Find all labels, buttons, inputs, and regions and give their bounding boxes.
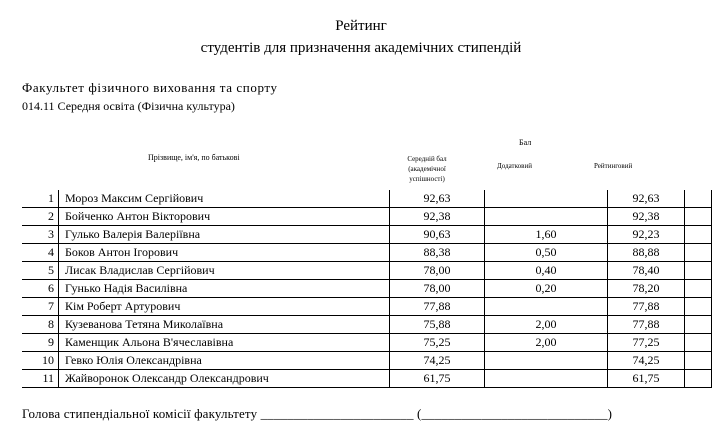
additional-score — [485, 190, 608, 208]
rating-score: 61,75 — [608, 370, 685, 388]
rating-column-header: Рейтинговий — [594, 162, 633, 170]
average-score: 92,63 — [390, 190, 485, 208]
table-row — [22, 190, 712, 208]
student-name: Кім Роберт Артурович — [59, 298, 390, 316]
rating-score: 77,88 — [608, 298, 685, 316]
additional-column-header: Додатковий — [497, 162, 532, 170]
additional-score — [485, 208, 608, 226]
name-column-header: Прізвище, ім'я, по батькові — [148, 153, 240, 162]
rating-score: 78,40 — [608, 262, 685, 280]
rating-score: 74,25 — [608, 352, 685, 370]
student-name: Боков Антон Ігорович — [59, 244, 390, 262]
signature-line: Голова стипендіальної комісії факультету _______________________ (____________________________) — [22, 406, 613, 421]
table-row — [22, 226, 712, 244]
student-name: Каменщик Альона В'ячеславівна — [59, 334, 390, 352]
additional-score: 0,50 — [485, 244, 608, 262]
table-row — [22, 352, 712, 370]
rating-score: 92,38 — [608, 208, 685, 226]
document-subtitle: студентів для призначення академічних стипендій — [200, 40, 522, 56]
rating-score: 77,88 — [608, 316, 685, 334]
score-group-header: Бал — [519, 138, 532, 147]
additional-score — [485, 298, 608, 316]
rating-table-body — [22, 190, 712, 388]
average-score: 78,00 — [390, 262, 485, 280]
faculty-name: Факультет фізичного виховання та спорту — [22, 80, 278, 95]
table-row — [22, 244, 712, 262]
table-row — [22, 316, 712, 334]
row-number: 6 — [22, 280, 59, 298]
table-row — [22, 298, 712, 316]
row-number: 9 — [22, 334, 59, 352]
rating-score: 77,25 — [608, 334, 685, 352]
rating-table — [22, 190, 712, 388]
table-cell-empty — [685, 316, 712, 334]
additional-score: 2,00 — [485, 334, 608, 352]
table-cell-empty — [685, 298, 712, 316]
student-name: Жайворонок Олександр Олександрович — [59, 370, 390, 388]
program-name: 014.11 Середня освіта (Фізична культура) — [22, 99, 235, 113]
table-cell-empty — [685, 370, 712, 388]
row-number: 7 — [22, 298, 59, 316]
additional-score: 2,00 — [485, 316, 608, 334]
table-row — [22, 370, 712, 388]
table-cell-empty — [685, 208, 712, 226]
additional-score: 1,60 — [485, 226, 608, 244]
additional-score: 0,20 — [485, 280, 608, 298]
table-cell-empty — [685, 352, 712, 370]
row-number: 10 — [22, 352, 59, 370]
table-cell-empty — [685, 262, 712, 280]
row-number: 11 — [22, 370, 59, 388]
average-column-header: Середній бал (академічної успішності) — [407, 155, 447, 183]
average-score: 90,63 — [390, 226, 485, 244]
table-cell-empty — [685, 190, 712, 208]
row-number: 5 — [22, 262, 59, 280]
table-cell-empty — [685, 280, 712, 298]
row-number: 4 — [22, 244, 59, 262]
table-cell-empty — [685, 244, 712, 262]
row-number: 2 — [22, 208, 59, 226]
rating-score: 88,88 — [608, 244, 685, 262]
student-name: Гулько Валерія Валеріївна — [59, 226, 390, 244]
row-number: 8 — [22, 316, 59, 334]
table-row — [22, 208, 712, 226]
average-score: 75,88 — [390, 316, 485, 334]
additional-score — [485, 352, 608, 370]
table-cell-empty — [685, 334, 712, 352]
rating-score: 92,23 — [608, 226, 685, 244]
document-title: Рейтинг — [335, 18, 387, 34]
additional-score: 0,40 — [485, 262, 608, 280]
average-score: 88,38 — [390, 244, 485, 262]
student-name: Кузеванова Тетяна Миколаївна — [59, 316, 390, 334]
student-name: Гунько Надія Василівна — [59, 280, 390, 298]
rating-score: 92,63 — [608, 190, 685, 208]
additional-score — [485, 370, 608, 388]
average-score: 78,00 — [390, 280, 485, 298]
table-row — [22, 280, 712, 298]
student-name: Бойченко Антон Вікторович — [59, 208, 390, 226]
average-score: 92,38 — [390, 208, 485, 226]
average-score: 75,25 — [390, 334, 485, 352]
table-cell-empty — [685, 226, 712, 244]
average-score: 61,75 — [390, 370, 485, 388]
average-score: 74,25 — [390, 352, 485, 370]
student-name: Мороз Максим Сергійович — [59, 190, 390, 208]
student-name: Лисак Владислав Сергійович — [59, 262, 390, 280]
row-number: 1 — [22, 190, 59, 208]
average-score: 77,88 — [390, 298, 485, 316]
student-name: Гевко Юлія Олександрівна — [59, 352, 390, 370]
row-number: 3 — [22, 226, 59, 244]
table-row — [22, 334, 712, 352]
rating-score: 78,20 — [608, 280, 685, 298]
table-row — [22, 262, 712, 280]
